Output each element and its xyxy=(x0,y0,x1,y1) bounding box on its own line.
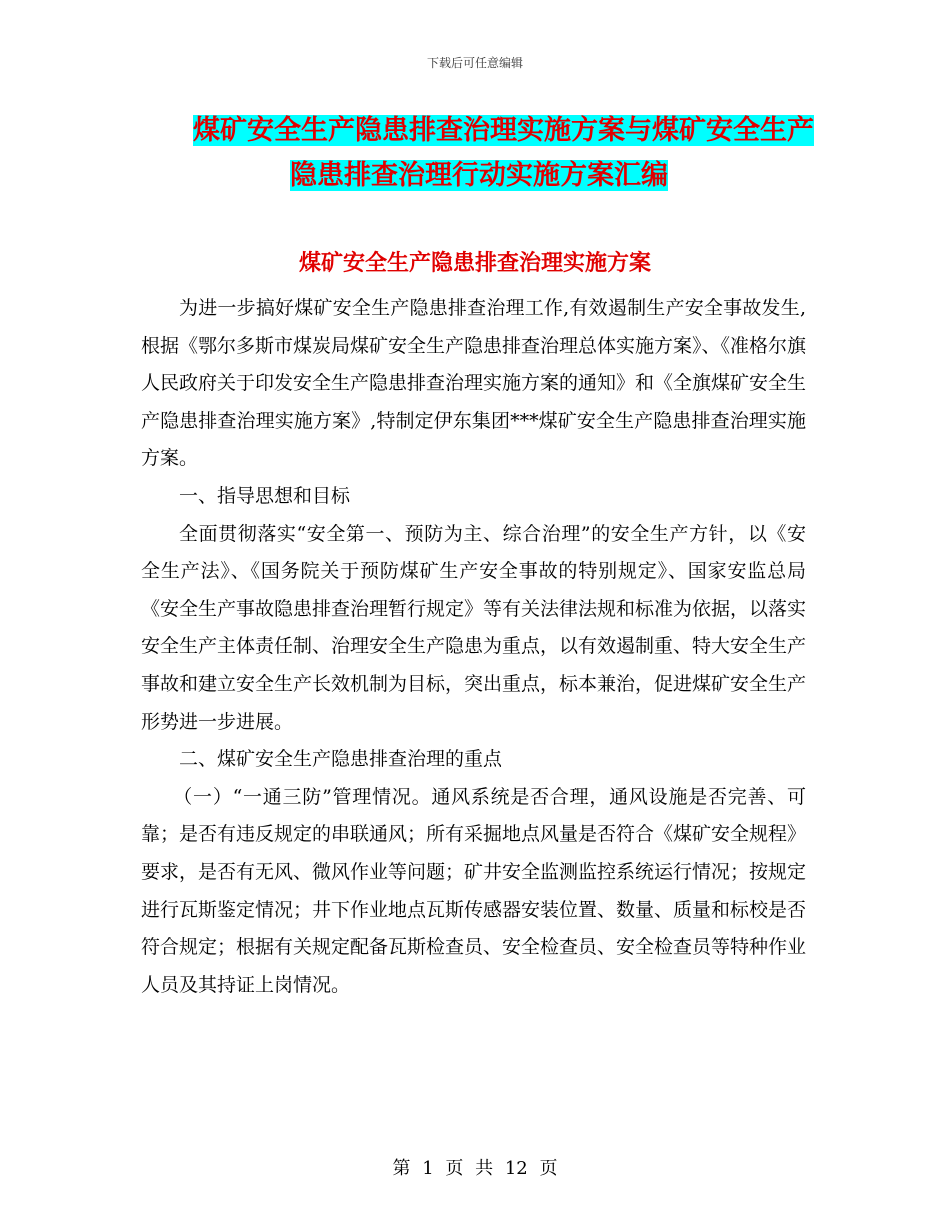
document-body xyxy=(141,290,806,1004)
heading-key-points: 二、煤矿安全生产隐患排查治理的重点 xyxy=(179,748,503,771)
paragraph-ventilation: （一）“一通三防”管理情况。通风系统是否合理，通风设施是否完善、可靠；是否有违反规定的串联通风；所有采掘地点风量是否符合《煤矿安全规程》要求，是否有无风、微风作业等问题；矿井安全监测监控系统运行情况；按规定进行瓦斯鉴定情况；井下作业地点瓦斯传感器安装位置、数量、质量和标校是否符合规定；根据有关规定配备瓦斯检查员、安全检查员、安全检查员等特种作业人员及其持证上岗情况。 xyxy=(141,785,807,996)
title-line-2-text: 隐患排查治理行动实施方案汇编 xyxy=(290,160,668,191)
title-line-1-text: 煤矿安全生产隐患排查治理实施方案与煤矿安全生产 xyxy=(193,115,814,146)
section-title: 煤矿安全生产隐患排查治理实施方案 xyxy=(298,251,651,276)
header-note: 下载后可任意编辑 xyxy=(426,56,523,70)
document-title xyxy=(140,108,814,198)
paragraph-guiding-thought: 全面贯彻落实“安全第一、预防为主、综合治理”的安全生产方针，以《安全生产法》、《国务院关于预防煤矿生产安全事故的特别规定》、国家安监总局《安全生产事故隐患排查治理暂行规定》等有关法律法规和标准为依据，以落实安全生产主体责任制、治理安全生产隐患为重点，以有效遏制重、特大安全生产事故和建立安全生产长效机制为目标，突出重点，标本兼治，促进煤矿安全生产形势进一步进展。 xyxy=(141,522,807,733)
title-line-1 xyxy=(140,108,814,153)
title-line-2 xyxy=(140,153,810,198)
heading-guiding-thought: 一、指导思想和目标 xyxy=(179,484,351,507)
paragraph-intro: 为进一步搞好煤矿安全生产隐患排查治理工作,有效遏制生产安全事故发生,根据《鄂尔多斯市煤炭局煤矿安全生产隐患排查治理总体实施方案》、《准格尔旗人民政府关于印发安全生产隐患排查治理实施方案的通知》和《全旗煤矿安全生产隐患排查治理实施方案》,特制定伊东集团***煤矿安全生产隐患排查治理实施方案。 xyxy=(141,297,807,470)
page-number: 第 1 页 共 12 页 xyxy=(392,1158,558,1179)
